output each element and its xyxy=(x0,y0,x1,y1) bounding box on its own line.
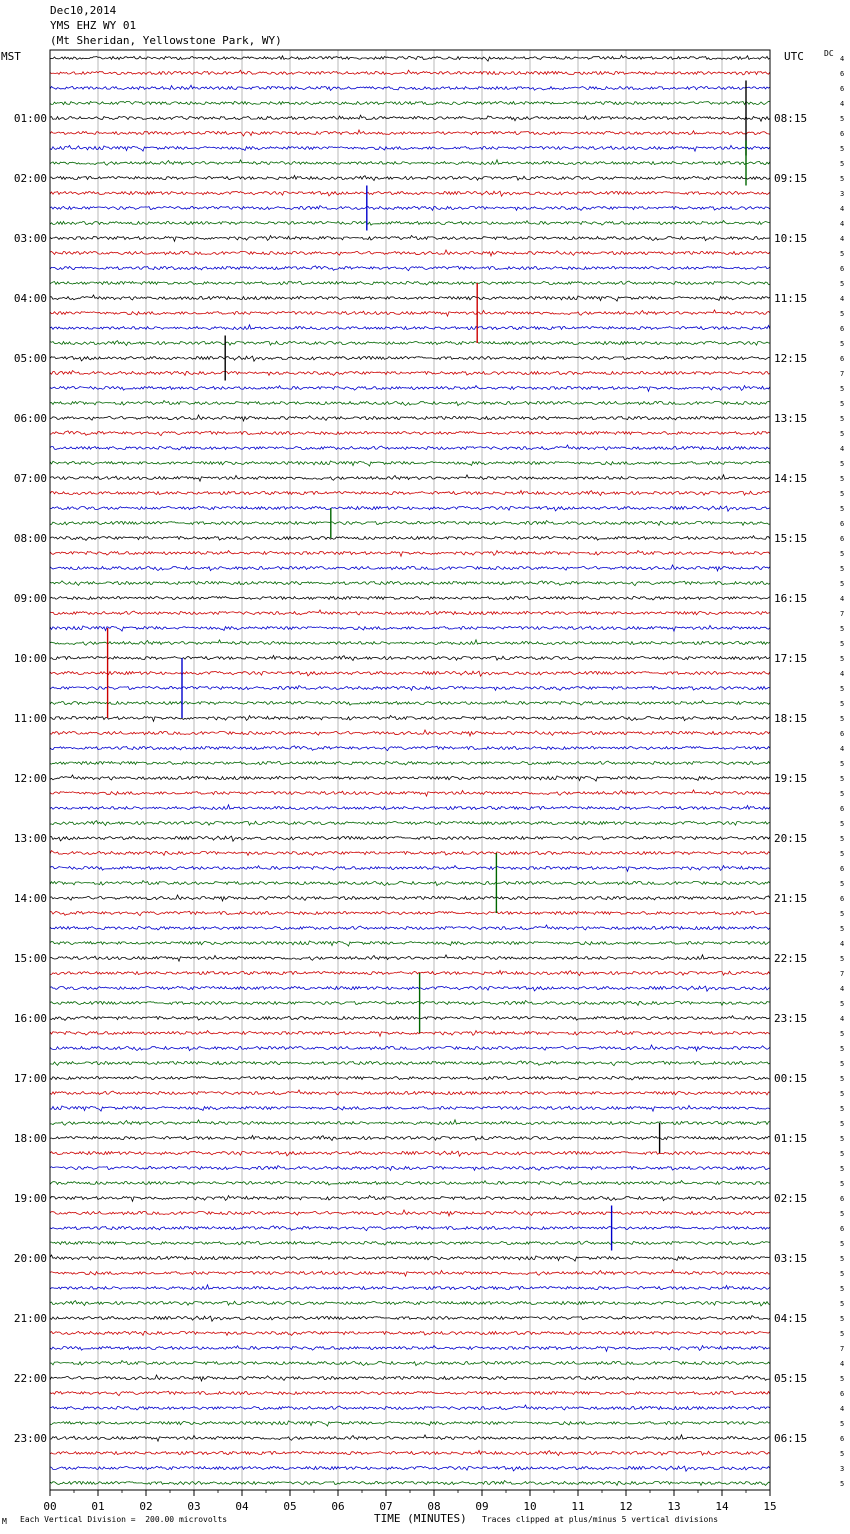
trace-line xyxy=(50,1451,770,1456)
trace-line xyxy=(50,1001,770,1006)
dc-offset-value: 7 xyxy=(840,370,845,378)
x-tick-label: 00 xyxy=(43,1500,57,1513)
trace-line xyxy=(50,506,770,511)
right-hour-label: 17:15 xyxy=(774,652,808,665)
trace-line xyxy=(50,1090,770,1095)
dc-offset-value: 6 xyxy=(840,730,845,738)
dc-offset-value: 5 xyxy=(840,640,845,648)
dc-offset-value: 5 xyxy=(840,565,845,573)
right-hour-label: 21:15 xyxy=(774,892,808,905)
dc-offset-value: 6 xyxy=(840,895,845,903)
trace-line xyxy=(50,1120,770,1125)
dc-offset-value: 5 xyxy=(840,250,845,258)
dc-offset-value: 5 xyxy=(840,1450,845,1458)
dc-offset-value: 5 xyxy=(840,1480,845,1488)
dc-offset-header: DC xyxy=(824,49,834,58)
trace-line xyxy=(50,115,770,121)
trace-line xyxy=(50,475,770,481)
trace-line xyxy=(50,206,770,211)
dc-offset-value: 5 xyxy=(840,625,845,633)
left-hour-label: 08:00 xyxy=(13,532,47,545)
dc-offset-value: 5 xyxy=(840,550,845,558)
trace-line xyxy=(50,565,770,571)
trace-line xyxy=(50,536,770,541)
right-hour-label: 00:15 xyxy=(774,1072,808,1085)
dc-offset-value: 5 xyxy=(840,835,845,843)
dc-offset-value: 4 xyxy=(840,205,845,213)
dc-offset-value: 5 xyxy=(840,1150,845,1158)
left-hour-label: 02:00 xyxy=(13,172,47,185)
trace-line xyxy=(50,1076,770,1080)
x-tick-label: 07 xyxy=(379,1500,393,1513)
right-hour-label: 10:15 xyxy=(774,232,808,245)
right-hour-label: 12:15 xyxy=(774,352,808,365)
x-tick-label: 04 xyxy=(235,1500,249,1513)
trace-line xyxy=(50,790,770,796)
dc-offset-value: 5 xyxy=(840,760,845,768)
left-hour-label: 21:00 xyxy=(13,1312,47,1325)
dc-offset-value: 5 xyxy=(840,820,845,828)
dc-offset-value: 5 xyxy=(840,910,845,918)
trace-line xyxy=(50,1435,770,1441)
trace-line xyxy=(50,761,770,765)
trace-line xyxy=(50,130,770,136)
left-hour-label: 20:00 xyxy=(13,1252,47,1265)
dc-offset-value: 5 xyxy=(840,1060,845,1068)
x-tick-label: 05 xyxy=(283,1500,297,1513)
right-hour-label: 03:15 xyxy=(774,1252,808,1265)
dc-offset-value: 6 xyxy=(840,520,845,528)
right-hour-label: 08:15 xyxy=(774,112,808,125)
trace-line xyxy=(50,1136,770,1141)
dc-offset-value: 4 xyxy=(840,595,845,603)
trace-line xyxy=(50,1301,770,1306)
trace-line xyxy=(50,401,770,406)
dc-offset-value: 3 xyxy=(840,1465,845,1473)
trace-line xyxy=(50,671,770,676)
trace-line xyxy=(50,851,770,856)
dc-offset-value: 4 xyxy=(840,1360,845,1368)
x-tick-label: 15 xyxy=(763,1500,777,1513)
dc-offset-value: 4 xyxy=(840,1405,845,1413)
dc-offset-value: 5 xyxy=(840,1330,845,1338)
trace-line xyxy=(50,596,770,600)
dc-offset-value: 5 xyxy=(840,1000,845,1008)
dc-offset-value: 4 xyxy=(840,745,845,753)
left-hour-label: 04:00 xyxy=(13,292,47,305)
right-hour-label: 02:15 xyxy=(774,1192,808,1205)
minute-gridlines xyxy=(98,50,722,1490)
left-hour-label: 11:00 xyxy=(13,712,47,725)
dc-offset-value: 4 xyxy=(840,670,845,678)
trace-line xyxy=(50,881,770,886)
dc-offset-value: 6 xyxy=(840,265,845,273)
trace-line xyxy=(50,386,770,392)
left-hour-label: 06:00 xyxy=(13,412,47,425)
left-timezone-label: MST xyxy=(1,50,21,63)
left-hour-label: 23:00 xyxy=(13,1432,47,1445)
trace-line xyxy=(50,1016,770,1021)
trace-line xyxy=(50,1151,770,1156)
trace-line xyxy=(50,341,770,346)
dc-offset-value: 5 xyxy=(840,1300,845,1308)
right-hour-label: 22:15 xyxy=(774,952,808,965)
trace-line xyxy=(50,310,770,316)
trace-line xyxy=(50,356,770,361)
trace-line xyxy=(50,1241,770,1245)
left-hour-label: 01:00 xyxy=(13,112,47,125)
right-hour-label: 14:15 xyxy=(774,472,808,485)
trace-line xyxy=(50,250,770,256)
trace-line xyxy=(50,371,770,376)
left-hour-label: 19:00 xyxy=(13,1192,47,1205)
dc-offset-value: 6 xyxy=(840,535,845,543)
right-hour-label: 19:15 xyxy=(774,772,808,785)
trace-line xyxy=(50,1405,770,1410)
left-hour-label: 12:00 xyxy=(13,772,47,785)
dc-offset-value: 5 xyxy=(840,790,845,798)
x-tick-label: 08 xyxy=(427,1500,441,1513)
trace-line xyxy=(50,55,770,61)
trace-line xyxy=(50,805,770,810)
dc-offset-value: 5 xyxy=(840,415,845,423)
dc-offset-value: 5 xyxy=(840,310,845,318)
right-hour-label: 20:15 xyxy=(774,832,808,845)
x-tick-label: 11 xyxy=(571,1500,585,1513)
trace-line xyxy=(50,1106,770,1112)
trace-line xyxy=(50,295,770,301)
left-hour-label: 16:00 xyxy=(13,1012,47,1025)
dc-offset-value: 5 xyxy=(840,1075,845,1083)
trace-line xyxy=(50,431,770,436)
trace-line xyxy=(50,1270,770,1276)
trace-line xyxy=(50,941,770,946)
dc-offset-value: 6 xyxy=(840,325,845,333)
dc-offset-value: 5 xyxy=(840,655,845,663)
trace-line xyxy=(50,146,770,152)
dc-offset-value: 5 xyxy=(840,1270,845,1278)
dc-offset-value: 7 xyxy=(840,1345,845,1353)
right-hour-label: 06:15 xyxy=(774,1432,808,1445)
dc-offset-value: 6 xyxy=(840,130,845,138)
dc-offset-value: 6 xyxy=(840,1390,845,1398)
left-hour-label: 09:00 xyxy=(13,592,47,605)
trace-line xyxy=(50,1481,770,1486)
trace-line xyxy=(50,1466,770,1471)
dc-offset-value: 4 xyxy=(840,940,845,948)
trace-line xyxy=(50,1361,770,1366)
left-hour-label: 13:00 xyxy=(13,832,47,845)
trace-line xyxy=(50,160,770,165)
trace-line xyxy=(50,1196,770,1202)
dc-offset-value: 5 xyxy=(840,505,845,513)
dc-offset-value: 5 xyxy=(840,880,845,888)
seismic-events xyxy=(108,81,746,1251)
trace-line xyxy=(50,1226,770,1231)
dc-offset-value: 5 xyxy=(840,925,845,933)
trace-line xyxy=(50,281,770,285)
trace-line xyxy=(50,1181,770,1186)
dc-offset-value: 5 xyxy=(840,1255,845,1263)
dc-offset-value: 4 xyxy=(840,55,845,63)
right-hour-label: 01:15 xyxy=(774,1132,808,1145)
dc-offset-value: 5 xyxy=(840,1030,845,1038)
dc-offset-value: 5 xyxy=(840,1210,845,1218)
dc-offset-value: 5 xyxy=(840,115,845,123)
dc-offset-value: 5 xyxy=(840,955,845,963)
scale-note: Each Vertical Division = 200.00 microvolts xyxy=(20,1515,228,1524)
trace-line xyxy=(50,236,770,242)
trace-line xyxy=(50,686,770,691)
dc-offset-value: 5 xyxy=(840,1420,845,1428)
trace-line xyxy=(50,1031,770,1037)
dc-offset-value: 6 xyxy=(840,85,845,93)
dc-offset-value: 4 xyxy=(840,985,845,993)
trace-line xyxy=(50,656,770,661)
dc-offset-value: 5 xyxy=(840,400,845,408)
trace-line xyxy=(50,1285,770,1290)
left-hour-label: 14:00 xyxy=(13,892,47,905)
left-hour-label: 05:00 xyxy=(13,352,47,365)
dc-offset-value: 5 xyxy=(840,175,845,183)
dc-offset-value: 5 xyxy=(840,1105,845,1113)
trace-line xyxy=(50,1391,770,1395)
right-hour-label: 18:15 xyxy=(774,712,808,725)
trace-line xyxy=(50,1421,770,1426)
trace-line xyxy=(50,610,770,615)
x-tick-label: 06 xyxy=(331,1500,345,1513)
x-tick-label: 02 xyxy=(139,1500,153,1513)
dc-offset-value: 5 xyxy=(840,1045,845,1053)
trace-line xyxy=(50,746,770,751)
dc-offset-value: 5 xyxy=(840,775,845,783)
right-hour-label: 23:15 xyxy=(774,1012,808,1025)
trace-line xyxy=(50,1210,770,1216)
x-tick-label: 14 xyxy=(715,1500,729,1513)
seismic-traces xyxy=(50,55,770,1485)
dc-offset-value: 5 xyxy=(840,340,845,348)
dc-offset-value: 4 xyxy=(840,100,845,108)
dc-offset-value: 5 xyxy=(840,1090,845,1098)
trace-line xyxy=(50,445,770,450)
left-hour-label: 03:00 xyxy=(13,232,47,245)
trace-line xyxy=(50,640,770,645)
trace-line xyxy=(50,730,770,736)
trace-line xyxy=(50,955,770,961)
trace-line xyxy=(50,1061,770,1066)
dc-offset-value: 5 xyxy=(840,1285,845,1293)
trace-line xyxy=(50,176,770,181)
dc-offset-value: 5 xyxy=(840,430,845,438)
dc-offset-value: 5 xyxy=(840,850,845,858)
dc-offset-value: 4 xyxy=(840,445,845,453)
right-hour-label: 11:15 xyxy=(774,292,808,305)
trace-line xyxy=(50,1332,770,1336)
dc-offset-value: 5 xyxy=(840,580,845,588)
dc-offset-value: 5 xyxy=(840,1375,845,1383)
axis-labels xyxy=(14,55,844,1513)
dc-offset-value: 7 xyxy=(840,970,845,978)
x-tick-label: 09 xyxy=(475,1500,489,1513)
x-axis-title: TIME (MINUTES) xyxy=(374,1512,467,1525)
dc-offset-value: 5 xyxy=(840,490,845,498)
trace-line xyxy=(50,701,770,706)
dc-offset-value: 5 xyxy=(840,1315,845,1323)
trace-line xyxy=(50,491,770,496)
trace-line xyxy=(50,626,770,632)
trace-line xyxy=(50,191,770,196)
trace-line xyxy=(50,971,770,976)
trace-line xyxy=(50,461,770,466)
trace-line xyxy=(50,911,770,915)
dc-offset-value: 4 xyxy=(840,295,845,303)
dc-offset-value: 7 xyxy=(840,610,845,618)
trace-line xyxy=(50,821,770,826)
dc-offset-value: 5 xyxy=(840,160,845,168)
trace-line xyxy=(50,551,770,557)
trace-line xyxy=(50,101,770,105)
dc-offset-value: 5 xyxy=(840,460,845,468)
dc-offset-value: 5 xyxy=(840,1135,845,1143)
plot-date: Dec10,2014 xyxy=(50,4,117,17)
dc-offset-value: 6 xyxy=(840,70,845,78)
trace-line xyxy=(50,1166,770,1171)
x-tick-label: 10 xyxy=(523,1500,537,1513)
left-hour-label: 17:00 xyxy=(13,1072,47,1085)
left-hour-label: 15:00 xyxy=(13,952,47,965)
dc-offset-value: 5 xyxy=(840,715,845,723)
dc-offset-value: 5 xyxy=(840,1180,845,1188)
trace-line xyxy=(50,70,770,75)
left-hour-label: 22:00 xyxy=(13,1372,47,1385)
trace-line xyxy=(50,266,770,271)
trace-line xyxy=(50,1316,770,1322)
trace-line xyxy=(50,325,770,330)
trace-line xyxy=(50,581,770,586)
dc-offset-value: 6 xyxy=(840,805,845,813)
x-tick-label: 01 xyxy=(91,1500,105,1513)
dc-offset-value: 6 xyxy=(840,1195,845,1203)
clip-note: Traces clipped at plus/minus 5 vertical divisions xyxy=(482,1515,719,1524)
trace-line xyxy=(50,866,770,872)
trace-line xyxy=(50,895,770,901)
x-tick-label: 03 xyxy=(187,1500,201,1513)
station-code: YMS EHZ WY 01 xyxy=(50,19,137,32)
trace-line xyxy=(50,775,770,781)
dc-offset-value: 5 xyxy=(840,475,845,483)
dc-offset-value: 6 xyxy=(840,1435,845,1443)
dc-offset-value: 5 xyxy=(840,700,845,708)
dc-offset-value: 5 xyxy=(840,145,845,153)
dc-offset-value: 4 xyxy=(840,235,845,243)
dc-offset-value: 3 xyxy=(840,190,845,198)
trace-line xyxy=(50,836,770,841)
trace-line xyxy=(50,716,770,722)
dc-offset-value: 4 xyxy=(840,220,845,228)
dc-offset-value: 6 xyxy=(840,355,845,363)
station-location: (Mt Sheridan, Yellowstone Park, WY) xyxy=(50,34,282,47)
right-hour-label: 05:15 xyxy=(774,1372,808,1385)
dc-offset-value: 5 xyxy=(840,385,845,393)
right-timezone-label: UTC xyxy=(784,50,804,63)
trace-line xyxy=(50,1375,770,1381)
right-hour-label: 15:15 xyxy=(774,532,808,545)
trace-line xyxy=(50,415,770,421)
right-hour-label: 04:15 xyxy=(774,1312,808,1325)
dc-offset-value: 6 xyxy=(840,865,845,873)
dc-offset-value: 5 xyxy=(840,280,845,288)
dc-offset-value: 4 xyxy=(840,1015,845,1023)
trace-line xyxy=(50,521,770,526)
right-hour-label: 09:15 xyxy=(774,172,808,185)
trace-line xyxy=(50,925,770,930)
dc-offset-value: 5 xyxy=(840,1120,845,1128)
dc-offset-value: 5 xyxy=(840,1240,845,1248)
right-hour-label: 16:15 xyxy=(774,592,808,605)
corner-mark: M xyxy=(2,1517,7,1526)
x-tick-label: 13 xyxy=(667,1500,681,1513)
trace-line xyxy=(50,1346,770,1352)
trace-line xyxy=(50,221,770,226)
left-hour-label: 10:00 xyxy=(13,652,47,665)
left-hour-label: 07:00 xyxy=(13,472,47,485)
right-hour-label: 13:15 xyxy=(774,412,808,425)
dc-offset-value: 5 xyxy=(840,1165,845,1173)
trace-line xyxy=(50,85,770,90)
trace-line xyxy=(50,986,770,991)
x-tick-label: 12 xyxy=(619,1500,633,1513)
trace-line xyxy=(50,1255,770,1261)
dc-offset-value: 5 xyxy=(840,685,845,693)
dc-offset-value: 6 xyxy=(840,1225,845,1233)
trace-line xyxy=(50,1045,770,1051)
left-hour-label: 18:00 xyxy=(13,1132,47,1145)
